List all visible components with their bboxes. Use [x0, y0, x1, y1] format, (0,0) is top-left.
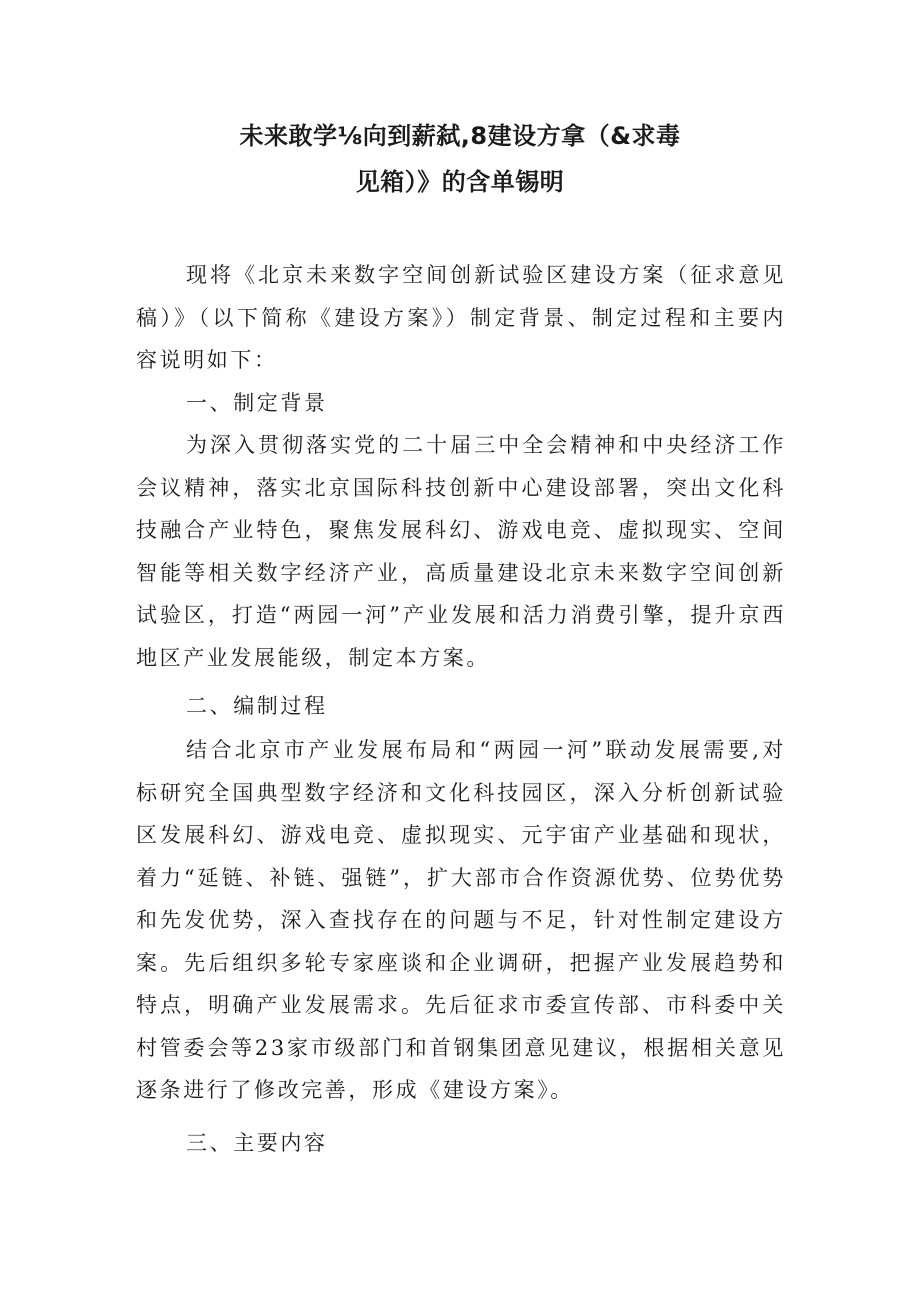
- section-heading-process: 二、编制过程: [186, 694, 328, 718]
- intro-paragraph: 现将《北京未来数字空间创新试验区建设方案（征求意见稿）》（以下简称《建设方案》）制定背景、制定过程和主要内容说明如下：: [136, 263, 786, 372]
- document-title-line-2: 见箱）》的含单锡明: [355, 168, 565, 196]
- section-paragraph-background: 为深入贯彻落实党的二十届三中全会精神和中央经济工作会议精神，落实北京国际科技创新中心建设部署，突出文化科技融合产业特色，聚焦发展科幻、游戏电竞、虚拟现实、空间智能等相关数字经济产业，高质量建设北京未来数字空间创新试验区，打造“两园一河”产业发展和活力消费引擎，提升京西地区产业发展能级，制定本方案。: [136, 433, 786, 670]
- section-paragraph-process: 结合北京市产业发展布局和“两园一河”联动发展需要,对标研究全国典型数字经济和文化科技园区，深入分析创新试验区发展科幻、游戏电竞、虚拟现实、元宇宙产业基础和现状，着力“延链、补链、强链”，扩大部市合作资源优势、位势优势和先发优势，深入查找存在的问题与不足，针对性制定建设方案。先后组织多轮专家座谈和企业调研，把握产业发展趋势和特点，明确产业发展需求。先后征求市委宣传部、市科委中关村管委会等23家市级部门和首钢集团意见建议，根据相关意见逐条进行了修改完善，形成《建设方案》。: [136, 738, 786, 1102]
- section-heading-main-content: 三、主要内容: [186, 1131, 328, 1155]
- section-heading-background: 一、制定背景: [186, 391, 328, 415]
- document-title-line-1: 未来敢学⅛向到薪弑,8建设方拿（&求毒: [239, 122, 681, 150]
